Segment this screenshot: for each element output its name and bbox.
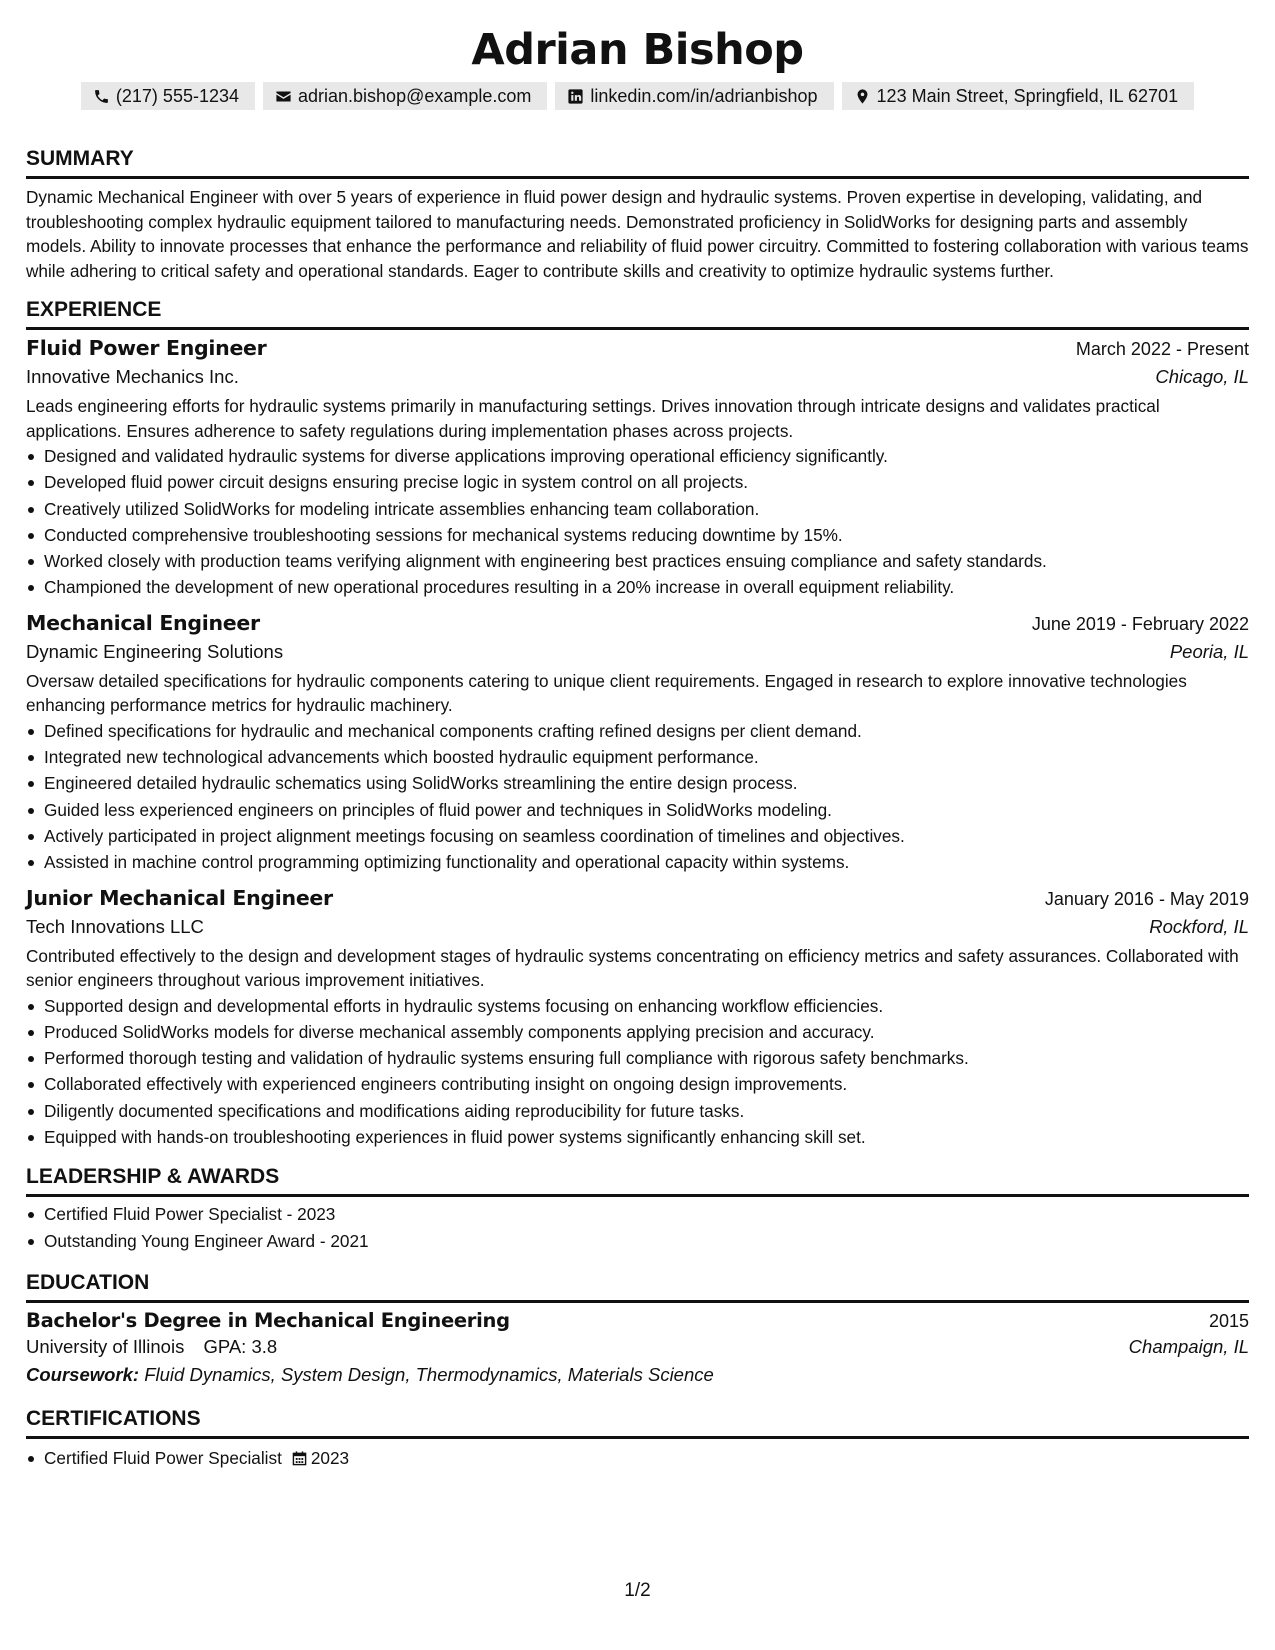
leadership-item: Outstanding Young Engineer Award - 2021 xyxy=(26,1228,1249,1254)
job-bullet: Equipped with hands-on troubleshooting experiences in fluid power systems significantly enhancing skill set. xyxy=(26,1124,1249,1150)
job-header xyxy=(26,611,1249,635)
gpa: GPA: 3.8 xyxy=(203,1335,278,1357)
contact-linkedin[interactable] xyxy=(555,82,833,110)
job-bullet: Worked closely with production teams verifying alignment with engineering best practices ensuing compliance and safety standards. xyxy=(26,548,1249,574)
job-location: Chicago, IL xyxy=(1155,366,1249,387)
degree-title: Bachelor's Degree in Mechanical Engineering xyxy=(26,1308,510,1332)
job-bullet: Developed fluid power circuit designs ensuring precise logic in system control on all projects. xyxy=(26,469,1249,495)
job-bullet: Assisted in machine control programming optimizing functionality and operational capacity within systems. xyxy=(26,849,1249,875)
education-heading: EDUCATION xyxy=(26,1270,1249,1303)
job-title: Junior Mechanical Engineer xyxy=(26,885,333,910)
job-dates: June 2019 - February 2022 xyxy=(1031,613,1249,634)
job-list xyxy=(26,336,1249,1150)
job-bullet: Engineered detailed hydraulic schematics using SolidWorks streamlining the entire design process. xyxy=(26,770,1249,796)
contact-bar xyxy=(26,82,1249,110)
job-bullet: Produced SolidWorks models for diverse mechanical assembly components applying precision and accuracy. xyxy=(26,1019,1249,1045)
job-bullet: Supported design and developmental efforts in hydraulic systems focusing on enhancing workflow efficiencies. xyxy=(26,993,1249,1019)
education-section xyxy=(26,1270,1249,1386)
calendar-icon xyxy=(292,1451,307,1466)
certification-item xyxy=(26,1445,1249,1471)
job-entry xyxy=(26,886,1249,1151)
job-dates: March 2022 - Present xyxy=(1075,339,1249,359)
leadership-list xyxy=(26,1201,1249,1254)
envelope-icon xyxy=(275,88,292,105)
job-location: Peoria, IL xyxy=(1169,640,1249,662)
contact-phone[interactable] xyxy=(81,82,255,110)
job-subheader xyxy=(26,366,1249,388)
job-bullet: Defined specifications for hydraulic and mechanical components crafting refined designs per client demand. xyxy=(26,718,1249,744)
job-bullets xyxy=(26,718,1249,876)
job-subheader xyxy=(26,916,1249,938)
summary-heading: SUMMARY xyxy=(26,146,1249,179)
page-number: 1/2 xyxy=(624,1580,651,1601)
job-bullets xyxy=(26,443,1249,601)
certifications-list xyxy=(26,1445,1249,1471)
candidate-name: Adrian Bishop xyxy=(471,25,804,75)
job-bullet: Guided less experienced engineers on principles of fluid power and techniques in SolidWorks modeling. xyxy=(26,797,1249,823)
coursework-label: Coursework: xyxy=(26,1363,140,1385)
phone-icon xyxy=(93,88,110,105)
company-name: Tech Innovations LLC xyxy=(26,915,204,937)
job-bullet: Actively participated in project alignment meetings focusing on seamless coordination of timelines and objectives. xyxy=(26,823,1249,849)
experience-section xyxy=(26,297,1249,1150)
company-name: Innovative Mechanics Inc. xyxy=(26,366,239,387)
job-subheader xyxy=(26,641,1249,663)
map-pin-icon xyxy=(854,88,871,105)
linkedin-icon xyxy=(567,88,584,105)
job-title: Fluid Power Engineer xyxy=(26,336,267,360)
contact-address[interactable] xyxy=(842,82,1195,110)
job-dates: January 2016 - May 2019 xyxy=(1044,888,1249,909)
job-bullet: Designed and validated hydraulic systems for diverse applications improving operational efficiency significantly. xyxy=(26,443,1249,469)
job-header xyxy=(26,336,1249,360)
resume-page xyxy=(26,0,1249,1471)
job-bullet: Championed the development of new operational procedures resulting in a 20% increase in overall equipment reliability. xyxy=(26,574,1249,600)
job-bullet: Performed thorough testing and validation of hydraulic systems ensuring full compliance with rigorous safety benchmarks. xyxy=(26,1045,1249,1071)
leadership-heading: LEADERSHIP & AWARDS xyxy=(26,1164,1249,1197)
job-bullet: Integrated new technological advancements which boosted hydraulic equipment performance. xyxy=(26,744,1249,770)
leadership-section xyxy=(26,1164,1249,1254)
company-name: Dynamic Engineering Solutions xyxy=(26,640,284,662)
job-bullet: Collaborated effectively with experienced engineers contributing insight on ongoing design improvements. xyxy=(26,1071,1249,1097)
job-bullet: Creatively utilized SolidWorks for modeling intricate assemblies enhancing team collaboration. xyxy=(26,496,1249,522)
job-bullets xyxy=(26,993,1249,1151)
job-title: Mechanical Engineer xyxy=(26,610,260,635)
coursework-list: Fluid Dynamics, System Design, Thermodynamics, Materials Science xyxy=(144,1363,714,1385)
education-header xyxy=(26,1309,1249,1332)
school-name: University of Illinois xyxy=(26,1335,185,1357)
contact-email[interactable] xyxy=(263,82,547,110)
phone-text: (217) 555-1234 xyxy=(115,86,239,106)
job-description: Leads engineering efforts for hydraulic systems primarily in manufacturing settings. Drives innovation through intricate designs and validates practical applications. Ensures adherence to safety regulations during implementation phases across projects. xyxy=(26,396,1160,441)
coursework xyxy=(26,1364,1249,1386)
job-entry xyxy=(26,336,1249,601)
summary-text: Dynamic Mechanical Engineer with over 5 years of experience in fluid power design and hydraulic systems. Proven expertise in developing, validating, and troubleshooting complex hydraulic equipment tailored to manufacturing needs. Demonstrated proficiency in SolidWorks for designing parts and assembly models. Ability to innovate processes that enhance the performance and reliability of fluid power circuitry. Committed to fostering collaboration with various teams while adhering to critical safety and operational standards. Eager to contribute skills and creativity to optimize hydraulic systems further. xyxy=(26,187,1249,281)
school-location: Champaign, IL xyxy=(1128,1335,1249,1357)
job-description: Contributed effectively to the design and development stages of hydraulic systems concentrating on efficiency metrics and safety assurances. Collaborated with senior engineers throughout various improvement initiatives. xyxy=(26,945,1239,991)
job-entry xyxy=(26,611,1249,876)
summary-section xyxy=(26,146,1249,283)
graduation-year: 2015 xyxy=(1208,1310,1249,1331)
job-header xyxy=(26,886,1249,910)
certification-name: Certified Fluid Power Specialist xyxy=(44,1447,282,1468)
job-bullet: Diligently documented specifications and modifications aiding reproducibility for future tasks. xyxy=(26,1098,1249,1124)
certifications-heading: CERTIFICATIONS xyxy=(26,1406,1249,1439)
job-bullet: Conducted comprehensive troubleshooting sessions for mechanical systems reducing downtime by 15%. xyxy=(26,522,1249,548)
certifications-section xyxy=(26,1406,1249,1471)
leadership-item: Certified Fluid Power Specialist - 2023 xyxy=(26,1201,1249,1227)
job-description: Oversaw detailed specifications for hydraulic components catering to unique client requirements. Engaged in research to explore innovative technologies enhancing performance metrics for hydraulic machinery. xyxy=(26,670,1187,716)
address-text: 123 Main Street, Springfield, IL 62701 xyxy=(876,86,1179,106)
experience-heading: EXPERIENCE xyxy=(26,297,1249,330)
education-sub xyxy=(26,1336,1249,1358)
email-text: adrian.bishop@example.com xyxy=(298,86,532,106)
job-location: Rockford, IL xyxy=(1149,915,1249,937)
linkedin-text: linkedin.com/in/adrianbishop xyxy=(590,86,818,106)
certification-year: 2023 xyxy=(310,1447,350,1468)
